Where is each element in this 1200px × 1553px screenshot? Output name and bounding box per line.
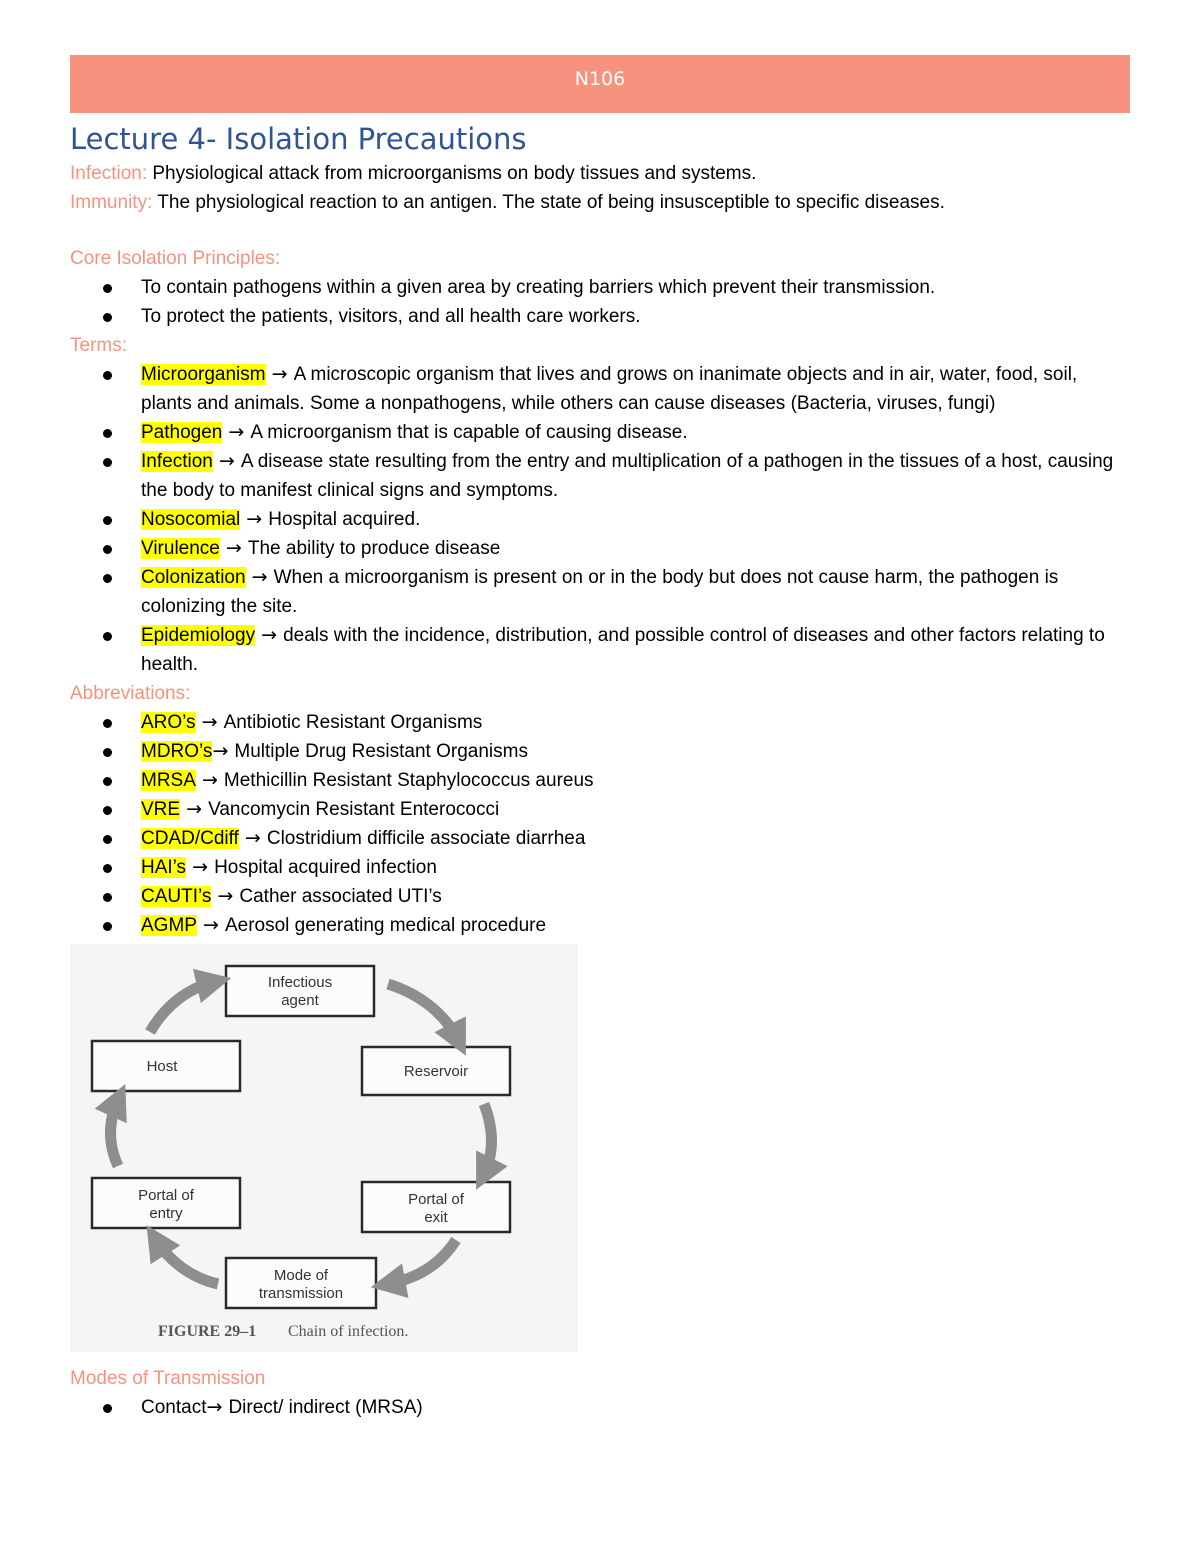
abbr-definition: Multiple Drug Resistant Organisms	[234, 741, 528, 762]
term-highlight: Infection	[141, 451, 213, 472]
list-item: To protect the patients, visitors, and all health care workers.	[70, 302, 1130, 331]
abbr-highlight: VRE	[141, 799, 181, 820]
chain-of-infection-figure	[70, 944, 578, 1352]
list-item	[70, 882, 1130, 911]
abbr-highlight: CDAD/Cdiff	[141, 828, 239, 849]
abbreviations-list	[70, 708, 1130, 940]
node-label: Reservoir	[403, 1063, 469, 1080]
abbreviations-heading: Abbreviations:	[70, 683, 191, 704]
node-label: entry	[149, 1205, 183, 1222]
list-item	[70, 621, 1130, 679]
term-highlight: Nosocomial	[141, 509, 241, 530]
arrow-icon: →	[211, 885, 240, 907]
arrow-icon: →	[238, 827, 267, 849]
list-item	[70, 708, 1130, 737]
term-definition: deals with the incidence, distribution, and possible control of diseases and other factors relating to health.	[141, 625, 1105, 675]
node-label: transmission	[258, 1285, 344, 1302]
term-definition: When a microorganism is present on or in the body but does not cause harm, the pathogen is colonizing the site.	[141, 567, 1059, 617]
term-highlight: Virulence	[141, 538, 220, 559]
arrow-icon: →	[180, 798, 209, 820]
arrow-icon: →	[222, 421, 251, 443]
abbr-definition: Cather associated UTI’s	[239, 886, 442, 907]
list-item	[70, 418, 1130, 447]
arrow-icon: →	[195, 769, 224, 791]
figure-caption-text: Chain of infection.	[288, 1323, 409, 1340]
list-item	[70, 795, 1130, 824]
list-item	[70, 563, 1130, 621]
arrow-icon: →	[195, 711, 224, 733]
abbr-highlight: MDRO’s	[141, 741, 213, 762]
core-principles-heading: Core Isolation Principles:	[70, 248, 281, 269]
node-portal-of-entry	[92, 1178, 240, 1228]
definition-label: Immunity:	[70, 192, 153, 213]
abbr-definition: Vancomycin Resistant Enterococci	[208, 799, 500, 820]
abbr-definition: Clostridium difficile associate diarrhea	[266, 828, 586, 849]
modes-heading: Modes of Transmission	[70, 1368, 266, 1389]
arrow-icon: →	[186, 856, 215, 878]
cycle-arrow	[150, 982, 214, 1032]
course-code: N106	[574, 68, 626, 90]
term-definition: A microorganism that is capable of causing disease.	[250, 422, 688, 443]
list-item	[70, 534, 1130, 563]
term-definition: The ability to produce disease	[247, 538, 501, 559]
node-label: Portal of	[408, 1191, 464, 1208]
document-body	[70, 159, 1130, 1422]
arrow-icon: →	[265, 363, 294, 385]
list-item	[70, 911, 1130, 940]
abbr-highlight: HAI’s	[141, 857, 187, 878]
list-item	[70, 360, 1130, 418]
node-label: Portal of	[138, 1187, 194, 1204]
term-definition: A microscopic organism that lives and grows on inanimate objects and in air, water, food, soil, plants and animals. Some a nonpathogens, while others can cause diseases (Bacteria, viruses, fungi)	[141, 364, 1078, 414]
definition-immunity	[70, 188, 1130, 217]
abbr-definition: Antibiotic Resistant Organisms	[223, 712, 483, 733]
arrow-icon: →	[212, 450, 241, 472]
modes-list	[70, 1393, 1130, 1422]
term-definition: Hospital acquired.	[268, 509, 421, 530]
cycle-arrow	[111, 1100, 119, 1166]
cycle-arrow	[388, 984, 458, 1040]
abbr-definition: Aerosol generating medical procedure	[224, 915, 547, 936]
arrow-icon: →	[212, 740, 235, 762]
node-host	[92, 1041, 240, 1091]
node-label: agent	[281, 992, 319, 1009]
terms-list	[70, 360, 1130, 679]
arrow-icon: →	[245, 566, 274, 588]
arrow-icon: →	[255, 624, 284, 646]
list-item	[70, 853, 1130, 882]
term-highlight: Colonization	[141, 567, 246, 588]
term-definition: A disease state resulting from the entry and multiplication of a pathogen in the tissues of a host, causing the body to manifest clinical signs and symptoms.	[141, 451, 1114, 501]
abbr-definition: Hospital acquired infection	[214, 857, 437, 878]
terms-heading: Terms:	[70, 335, 127, 356]
cycle-arrow	[484, 1104, 492, 1174]
list-item	[70, 505, 1130, 534]
abbr-highlight: AGMP	[141, 915, 197, 936]
node-mode-of-transmission	[226, 1258, 376, 1308]
arrow-icon: →	[219, 537, 248, 559]
cycle-arrow	[156, 1240, 218, 1284]
definition-label: Infection:	[70, 163, 148, 184]
chain-of-infection-diagram	[70, 944, 578, 1352]
mode-definition: Direct/ indirect (MRSA)	[228, 1397, 423, 1418]
term-highlight: Microorganism	[141, 364, 266, 385]
node-portal-of-exit	[362, 1182, 510, 1232]
course-header-banner	[70, 55, 1130, 113]
definition-text: The physiological reaction to an antigen. The state of being insusceptible to specific diseases.	[152, 192, 945, 213]
mode-term: Contact	[141, 1397, 207, 1418]
list-item	[70, 1393, 1130, 1422]
definition-infection	[70, 159, 1130, 188]
term-highlight: Epidemiology	[141, 625, 256, 646]
node-label: Host	[146, 1058, 178, 1075]
node-label: Mode of	[273, 1267, 329, 1284]
cycle-arrow	[388, 1240, 456, 1284]
list-item	[70, 766, 1130, 795]
core-principles-list	[70, 273, 1130, 331]
arrow-icon: →	[206, 1396, 229, 1418]
arrow-icon: →	[240, 508, 269, 530]
node-label: exit	[424, 1209, 448, 1226]
node-infectious-agent	[226, 966, 374, 1016]
abbr-definition: Methicillin Resistant Staphylococcus aureus	[223, 770, 594, 791]
abbr-highlight: CAUTI’s	[141, 886, 212, 907]
term-highlight: Pathogen	[141, 422, 223, 443]
spacer	[70, 217, 1130, 244]
abbr-highlight: ARO’s	[141, 712, 196, 733]
lecture-title: Lecture 4- Isolation Precautions	[70, 122, 527, 156]
list-item	[70, 737, 1130, 766]
list-item	[70, 447, 1130, 505]
abbr-highlight: MRSA	[141, 770, 196, 791]
definition-text: Physiological attack from microorganisms on body tissues and systems.	[147, 163, 757, 184]
node-label: Infectious	[267, 974, 333, 991]
node-reservoir	[362, 1047, 510, 1095]
arrow-icon: →	[196, 914, 225, 936]
list-item: To contain pathogens within a given area by creating barriers which prevent their transmission.	[70, 273, 1130, 302]
list-item	[70, 824, 1130, 853]
figure-caption-label: FIGURE 29–1	[158, 1323, 257, 1340]
document-page	[70, 55, 1130, 1422]
